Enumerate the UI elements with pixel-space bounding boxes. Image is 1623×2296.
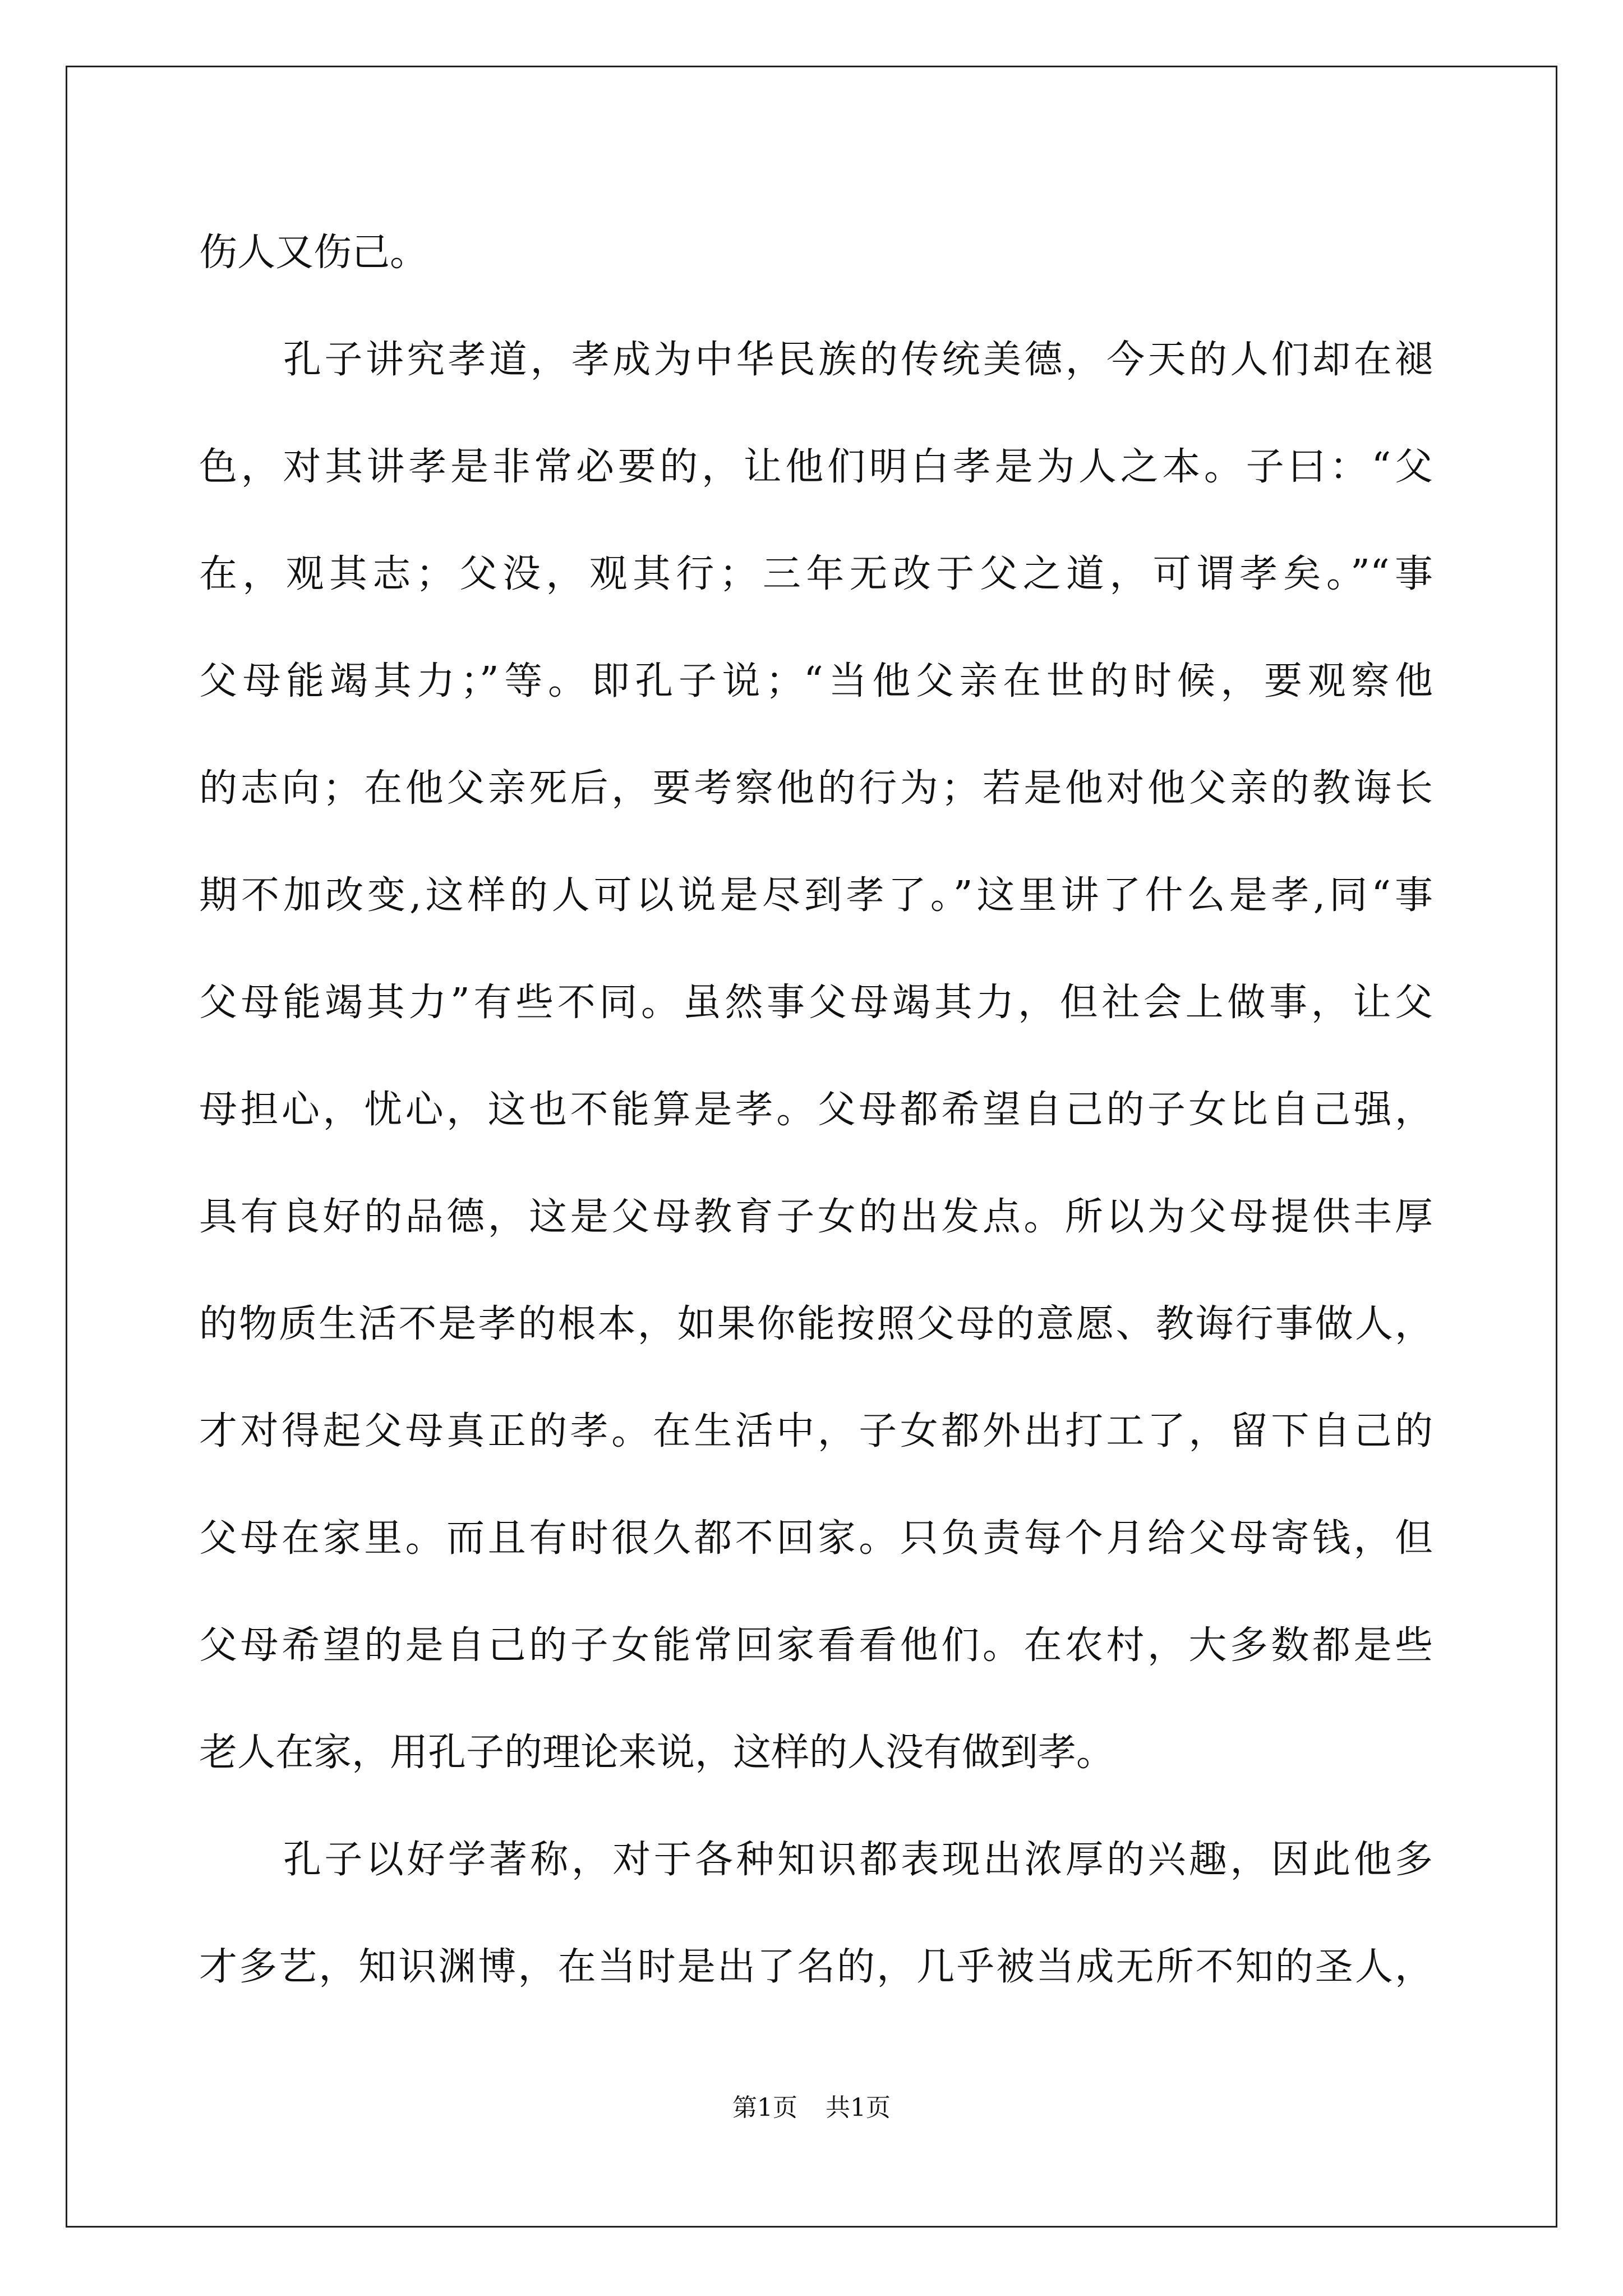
text-line: 孔子讲究孝道，孝成为中华民族的传统美德，今天的人们却在褪 [283,338,1433,382]
text-line: 母担心，忧心，这也不能算是孝。父母都希望自己的子女比自己强， [199,1088,1433,1132]
text-line: 期不加改变,这样的人可以说是尽到孝了。”这里讲了什么是孝,同“事 [199,873,1433,918]
text-line: 父母在家里。而且有时很久都不回家。只负责每个月给父母寄钱，但 [199,1516,1433,1561]
text-line: 才多艺，知识渊博，在当时是出了名的，几乎被当成无所不知的圣人， [199,1945,1433,1989]
page-footer [0,2091,1623,2125]
text-line: 才对得起父母真正的孝。在生活中，子女都外出打工了，留下自己的 [199,1409,1433,1453]
text-line: 孔子以好学著称，对于各种知识都表现出浓厚的兴趣，因此他多 [283,1838,1433,1882]
page-total: 共1页 [826,2093,891,2122]
text-line: 老人在家，用孔子的理论来说，这样的人没有做到孝。 [199,1731,1115,1775]
text-line: 色，对其讲孝是非常必要的，让他们明白孝是为人之本。子曰：“父 [199,445,1433,489]
text-line: 具有良好的品德，这是父母教育子女的出发点。所以为父母提供丰厚 [199,1195,1433,1239]
text-line: 的志向；在他父亲死后，要考察他的行为；若是他对他父亲的教诲长 [199,766,1433,811]
text-line: 在，观其志；父没，观其行；三年无改于父之道，可谓孝矣。”“事 [199,552,1433,596]
text-line: 父母希望的是自己的子女能常回家看看他们。在农村，大多数都是些 [199,1623,1433,1668]
text-line: 的物质生活不是孝的根本，如果你能按照父母的意愿、教诲行事做人， [199,1302,1433,1346]
text-line: 父母能竭其力”有些不同。虽然事父母竭其力，但社会上做事，让父 [199,981,1433,1025]
document-body [199,199,1433,2021]
page-number: 第1页 [732,2093,797,2122]
text-line: 伤人又伤己。 [199,231,428,275]
text-line: 父母能竭其力；”等。即孔子说；“当他父亲在世的时候，要观察他 [199,659,1433,703]
